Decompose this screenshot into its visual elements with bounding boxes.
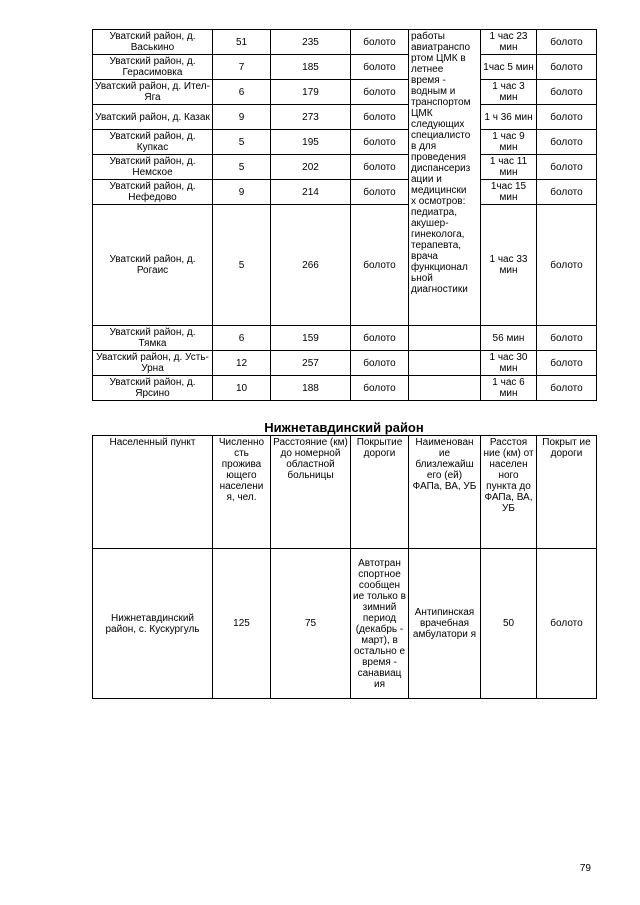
population-cell: 5 [213, 155, 271, 180]
header-population: Численно сть прожива ющего населени я, чел. [213, 436, 271, 549]
road2-cell: болото [537, 30, 597, 55]
distance-cell: 75 [271, 549, 351, 699]
distance-cell: 273 [271, 105, 351, 130]
header-fap-distance: Расстоя ние (км) от населен ного пункта до ФАПа, ВА, УБ [481, 436, 537, 549]
note-line: летнее [411, 64, 444, 75]
time-cell: 1 час 30 мин [481, 351, 537, 376]
note-line: диспансериз [411, 163, 471, 174]
distance-cell: 266 [271, 205, 351, 326]
road2-cell: болото [537, 155, 597, 180]
fap-distance-cell: 50 [481, 549, 537, 699]
time-cell: 1 час 11 мин [481, 155, 537, 180]
road-cell: болото [351, 80, 409, 105]
table-row [93, 130, 597, 155]
distance-cell: 214 [271, 180, 351, 205]
empty-cell [409, 326, 481, 351]
time-cell: 1 час 6 мин [481, 376, 537, 401]
road2-cell: болото [537, 180, 597, 205]
header-road: Покрытие дороги [351, 436, 409, 549]
road-cell: Автотран спортное сообщен ие только в зимний период (декабрь - март), в остально е время - санавиац ия [351, 549, 409, 699]
note-line: ьной [411, 273, 433, 284]
table-row [93, 326, 597, 351]
note-line: врача [411, 251, 438, 262]
place-cell: Уватский район, д. Казак [93, 105, 213, 130]
note-line: время - [411, 75, 446, 86]
header-place: Населенный пункт [93, 436, 213, 549]
road2-cell: болото [537, 105, 597, 130]
table-row [93, 105, 597, 130]
road2-cell: болото [537, 130, 597, 155]
road-cell: болото [351, 105, 409, 130]
note-line: ации и [411, 174, 442, 185]
place-cell: Уватский район, д. Купкас [93, 130, 213, 155]
population-cell: 5 [213, 205, 271, 326]
population-cell: 125 [213, 549, 271, 699]
place-cell: Уватский район, д. Тямка [93, 326, 213, 351]
road-cell: болото [351, 55, 409, 80]
time-cell: 1 ч 36 мин [481, 105, 537, 130]
road-cell: болото [351, 130, 409, 155]
note-line: медицински [411, 185, 467, 196]
road-cell: болото [351, 30, 409, 55]
road2-cell: болото [537, 80, 597, 105]
page-number: 79 [579, 863, 591, 874]
population-cell: 5 [213, 130, 271, 155]
distance-cell: 188 [271, 376, 351, 401]
road-cell: болото [351, 351, 409, 376]
note-line: акушер- [411, 218, 449, 229]
distance-cell: 159 [271, 326, 351, 351]
population-cell: 9 [213, 180, 271, 205]
population-cell: 6 [213, 326, 271, 351]
population-cell: 10 [213, 376, 271, 401]
note-line: ЦМК [411, 108, 433, 119]
place-cell: Уватский район, д. Нефедово [93, 180, 213, 205]
place-cell: Уватский район, д. Усть-Урна [93, 351, 213, 376]
time-cell: 1час 15 мин [481, 180, 537, 205]
population-cell: 12 [213, 351, 271, 376]
table-row [93, 155, 597, 180]
note-line: работы [411, 31, 445, 42]
table-row [93, 180, 597, 205]
table-row [93, 205, 597, 326]
nizhnetavdinsky-table [92, 435, 597, 699]
note-line: функционал [411, 262, 468, 273]
time-cell: 1час 5 мин [481, 55, 537, 80]
distance-cell: 202 [271, 155, 351, 180]
road-cell: болото [351, 376, 409, 401]
note-line: проведения [411, 152, 466, 163]
distance-cell: 235 [271, 30, 351, 55]
distance-cell: 179 [271, 80, 351, 105]
time-cell: 1 час 23 мин [481, 30, 537, 55]
table-row [93, 376, 597, 401]
road2-cell: болото [537, 55, 597, 80]
empty-cell [409, 376, 481, 401]
uvat-table [92, 29, 597, 401]
transport-note-cell [409, 30, 481, 326]
place-cell: Нижнетавдинский район, с. Кускургуль [93, 549, 213, 699]
table-row [93, 351, 597, 376]
place-cell: Уватский район, д. Рогаис [93, 205, 213, 326]
road2-cell: болото [537, 351, 597, 376]
time-cell: 1 час 9 мин [481, 130, 537, 155]
note-line: х осмотров: [411, 196, 466, 207]
table-row [93, 80, 597, 105]
place-cell: Уватский район, д. Васькино [93, 30, 213, 55]
time-cell: 1 час 3 мин [481, 80, 537, 105]
empty-cell [409, 351, 481, 376]
note-line: водным и [411, 86, 456, 97]
note-line: гинеколога, [411, 229, 465, 240]
road-cell: болото [351, 155, 409, 180]
road2-cell: болото [537, 205, 597, 326]
note-line: авиатранспо [411, 42, 471, 53]
road-cell: болото [351, 180, 409, 205]
distance-cell: 257 [271, 351, 351, 376]
distance-cell: 195 [271, 130, 351, 155]
place-cell: Уватский район, д. Ител-Яга [93, 80, 213, 105]
place-cell: Уватский район, д. Немское [93, 155, 213, 180]
header-distance: Расстояние (км) до номерной областной больницы [271, 436, 351, 549]
road2-cell: болото [537, 549, 597, 699]
fap-cell: Антипинская врачебная амбулатори я [409, 549, 481, 699]
time-cell: 56 мин [481, 326, 537, 351]
note-line: транспортом [411, 97, 471, 108]
population-cell: 51 [213, 30, 271, 55]
road2-cell: болото [537, 326, 597, 351]
place-cell: Уватский район, д. Ярсино [93, 376, 213, 401]
distance-cell: 185 [271, 55, 351, 80]
note-line: специалисто [411, 130, 471, 141]
header-fap: Наименован ие близлежайш его (ей) ФАПа, ВА, УБ [409, 436, 481, 549]
note-line: ртом ЦМК в [411, 53, 466, 64]
population-cell: 6 [213, 80, 271, 105]
time-cell: 1 час 33 мин [481, 205, 537, 326]
road2-cell: болото [537, 376, 597, 401]
road-cell: болото [351, 205, 409, 326]
note-line: следующих [411, 119, 465, 130]
road-cell: болото [351, 326, 409, 351]
table-row [93, 30, 597, 55]
note-line: в для [411, 141, 437, 152]
note-line: терапевта, [411, 240, 462, 251]
note-line: диагностики [411, 284, 468, 295]
population-cell: 7 [213, 55, 271, 80]
population-cell: 9 [213, 105, 271, 130]
note-line: педиатра, [411, 207, 458, 218]
place-cell: Уватский район, д. Герасимовка [93, 55, 213, 80]
section-title: Нижнетавдинский район [264, 420, 424, 435]
header-row [93, 436, 597, 549]
table-row [93, 549, 597, 699]
header-road2: Покрыт ие дороги [537, 436, 597, 549]
table-row [93, 55, 597, 80]
